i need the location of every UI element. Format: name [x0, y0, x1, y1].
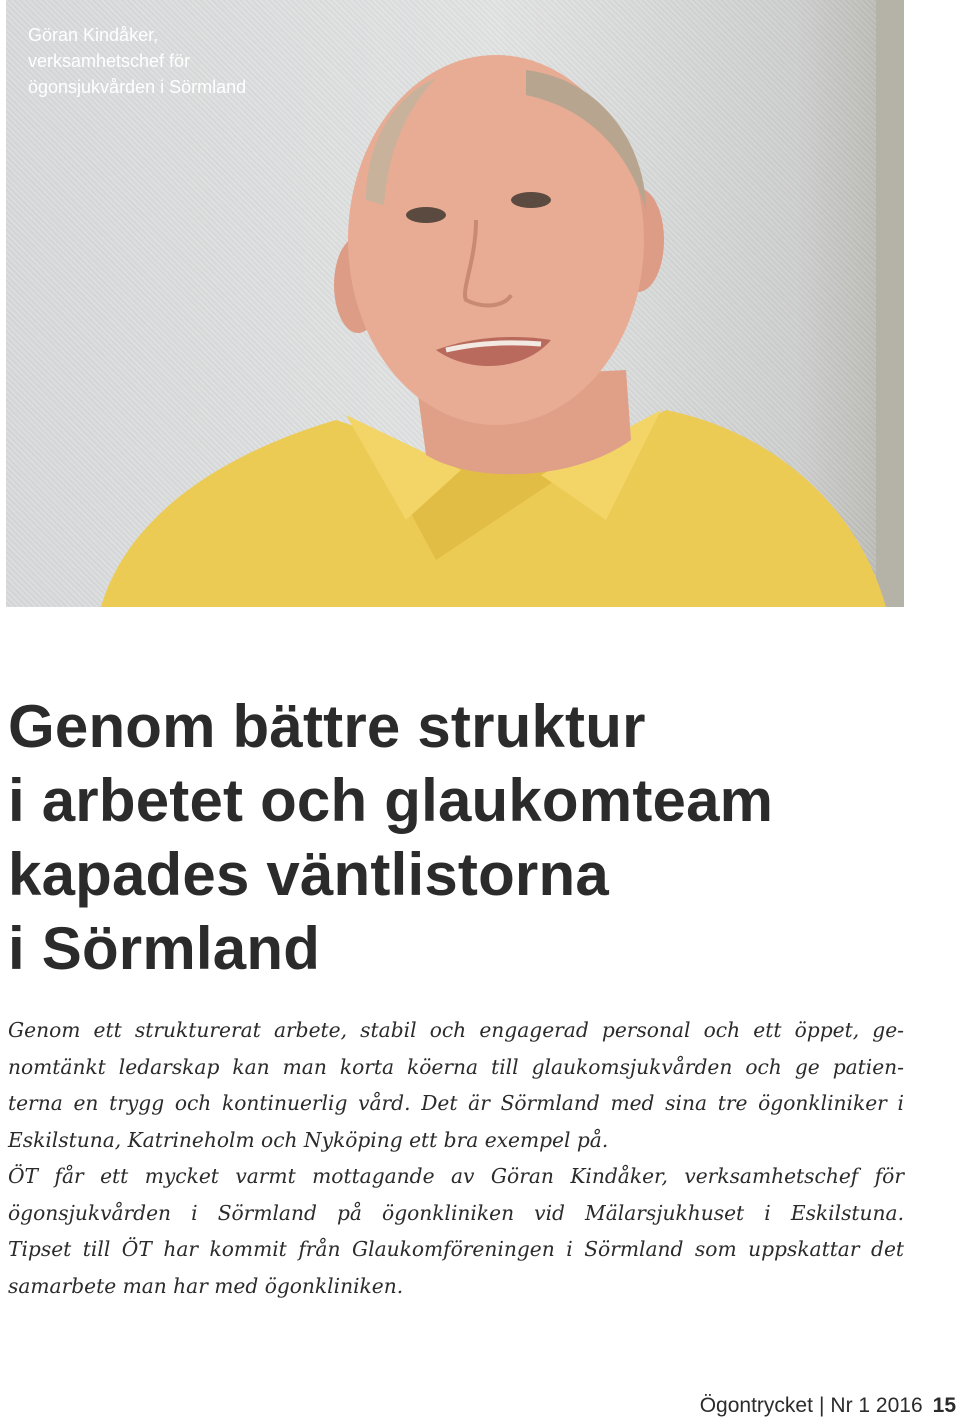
ingress-line: Eskilstuna, Katrineholm och Nyköping ett bra exempel på. [8, 1127, 609, 1152]
headline-line: kapades väntlistorna [8, 841, 609, 908]
issue-label: Nr 1 2016 [830, 1394, 923, 1417]
ingress-line: Genom ett strukturerat arbete, stabil och engagerad personal och ett öppet, ge- [8, 1018, 904, 1042]
page-footer [700, 1394, 956, 1418]
headline-line: i arbetet och glaukomteam [8, 767, 774, 834]
photo-caption: Göran Kindåker, verksamhetschef för ögonsjukvården i Sörmland [28, 25, 247, 97]
page-number: 15 [932, 1394, 956, 1417]
ingress-line: Tipset till ÖT har kommit från Glaukomföreningen i Sörmland som uppskattar det [8, 1237, 904, 1261]
article-headline [8, 690, 938, 986]
portrait-photo [6, 0, 904, 607]
ingress-line: ÖT får ett mycket varmt mottagande av Göran Kindåker, verksamhetschef för [8, 1164, 904, 1188]
ingress-line: samarbete man har med ögonkliniken. [8, 1273, 404, 1298]
footer-separator: | [818, 1394, 825, 1417]
article-ingress [8, 1012, 904, 1304]
headline-line: i Sörmland [8, 915, 321, 982]
ingress-line: nomtänkt ledarskap kan man korta köerna till glaukomsjukvården och ge patien- [8, 1054, 904, 1079]
headline-line: Genom bättre struktur [8, 693, 646, 760]
ingress-line: terna en trygg och kontinuerlig vård. Det är Sörmland med sina tre ögonkliniker i [8, 1091, 904, 1115]
publication-name: Ögontrycket [699, 1394, 813, 1417]
ingress-line: ögonsjukvården i Sörmland på ögonkliniken vid Mälarsjukhuset i Eskilstuna. [8, 1200, 904, 1225]
